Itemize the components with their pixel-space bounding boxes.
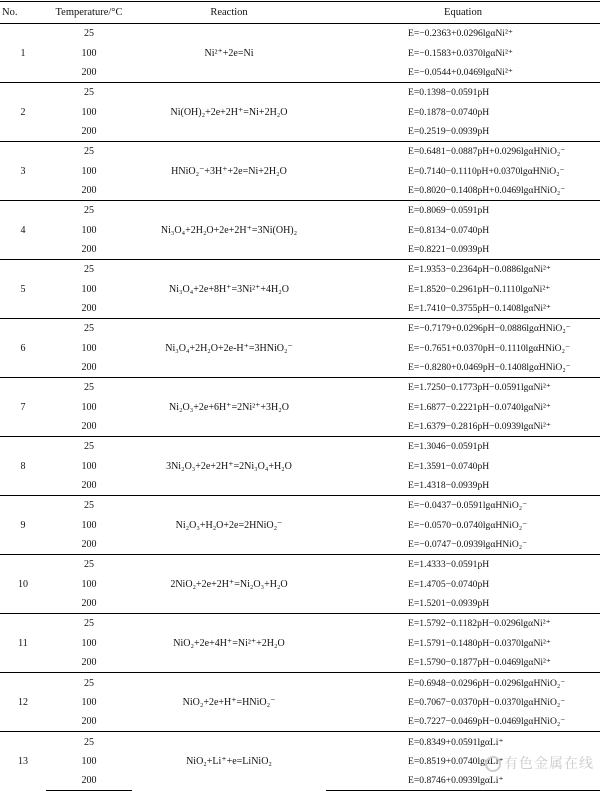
temperature-cell: 100 [81,224,97,236]
table-row [0,83,600,103]
temperature-cell: 100 [81,165,97,177]
equation-cell: E=0.8134−0.0740pH [408,224,490,236]
temperature-cell: 100 [81,578,97,590]
reaction-cell: Ni²⁺+2e=Ni [132,24,326,83]
equation-cell: E=−0.7651+0.0370pH−0.1110lgαHNiO₂⁻ [408,342,571,354]
equation-cell: E=−0.8280+0.0469pH−0.1408lgαHNiO₂⁻ [408,362,571,374]
temperature-cell: 25 [46,24,132,44]
table-row [0,142,600,162]
equation-cell: E=−0.0437−0.0591lgαHNiO₂⁻ [326,496,600,516]
header-row [0,2,600,24]
temperature-cell: 100 [81,637,97,649]
watermark-logo-icon [485,756,501,772]
header-equation: Equation [326,2,600,24]
temperature-cell: 25 [46,732,132,752]
temperature-cell: 100 [81,106,97,118]
equation-cell: E=1.5791−0.1480pH−0.0370lgαNi²⁺ [408,637,551,649]
equation-cell: E=1.3046−0.0591pH [326,437,600,457]
table-row [0,496,600,516]
row-number: 12 [0,673,46,732]
reaction-cell: Ni(OH)₂+2e+2H⁺=Ni+2H₂O [132,83,326,142]
equation-cell: E=0.7227−0.0469pH−0.0469lgαHNiO₂⁻ [408,716,566,728]
row-number: 8 [0,437,46,496]
temperature-cell: 200 [81,716,97,728]
row-number: 4 [0,201,46,260]
row-number: 10 [0,555,46,614]
row-number: 6 [0,319,46,378]
temperature-cell: 25 [46,673,132,693]
temperature-cell: 100 [81,47,97,59]
row-number: 2 [0,83,46,142]
equation-cell: E=1.3591−0.0740pH [408,460,490,472]
table-row [0,732,600,752]
reaction-cell: Ni₃O₄+2H₂O+2e-H⁺=3HNiO₂⁻ [132,319,326,378]
temperature-cell: 100 [81,401,97,413]
temperature-cell: 200 [81,598,97,610]
row-number: 13 [0,732,46,791]
equation-cell: E=1.5790−0.1877pH−0.0469lgαNi²⁺ [408,657,551,669]
equation-cell: E=0.1398−0.0591pH [326,83,600,103]
reaction-cell: NiO₂+2e+4H⁺=Ni²⁺+2H₂O [132,614,326,673]
temperature-cell: 25 [46,142,132,162]
temperature-cell: 25 [46,319,132,339]
equation-cell: E=−0.1583+0.0370lgαNi²⁺ [408,47,513,59]
watermark-text: 有色金属在线 [504,756,594,772]
equation-cell: E=1.7250−0.1773pH−0.0591lgαNi²⁺ [326,378,600,398]
row-number: 3 [0,142,46,201]
temperature-cell: 200 [81,421,97,433]
equation-cell: E=0.8519+0.0740lgαLi⁺ [408,755,504,767]
table-row [0,437,600,457]
table-row [0,614,600,634]
equation-cell: E=0.7140−0.1110pH+0.0370lgαHNiO₂⁻ [408,165,565,177]
temperature-cell: 200 [81,480,97,492]
equations-table [0,1,600,791]
equation-cell: E=1.6877−0.2221pH−0.0740lgαNi²⁺ [408,401,551,413]
equation-cell: E=−0.0570−0.0740lgαHNiO₂⁻ [408,519,528,531]
reaction-cell: Ni₂O₃+H₂O+2e=2HNiO₂⁻ [132,496,326,555]
temperature-cell: 100 [81,696,97,708]
equation-cell: E=1.6379−0.2816pH−0.0939lgαNi²⁺ [408,421,551,433]
temperature-cell: 200 [46,771,132,791]
equation-cell: E=0.8746+0.0939lgαLi⁺ [326,771,600,791]
temperature-cell: 100 [81,460,97,472]
reaction-cell: 3Ni₂O₃+2e+2H⁺=2Ni₃O₄+H₂O [132,437,326,496]
temperature-cell: 200 [81,125,97,137]
temperature-cell: 25 [46,496,132,516]
temperature-cell: 200 [81,302,97,314]
equation-cell: E=−0.2363+0.0296lgαNi²⁺ [326,24,600,44]
equation-cell: E=1.4333−0.0591pH [326,555,600,575]
temperature-cell: 25 [46,378,132,398]
temperature-cell: 200 [81,539,97,551]
temperature-cell: 25 [46,201,132,221]
row-number: 1 [0,24,46,83]
equation-cell: E=1.8520−0.2961pH−0.1110lgαNi²⁺ [408,283,551,295]
equation-cell: E=0.8349+0.0591lgαLi⁺ [326,732,600,752]
header-no: No. [0,2,46,24]
reaction-cell: NiO₂+Li⁺+e=LiNiO₂ [132,732,326,791]
equation-cell: E=0.8221−0.0939pH [408,243,490,255]
equation-cell: E=1.9353−0.2364pH−0.0886lgαNi²⁺ [326,260,600,280]
equation-cell: E=1.7410−0.3755pH−0.1408lgαNi²⁺ [408,302,551,314]
header-temperature: Temperature/°C [46,2,132,24]
temperature-cell: 100 [81,519,97,531]
equation-cell: E=0.8020−0.1408pH+0.0469lgαHNiO₂⁻ [408,184,566,196]
table-body [0,24,600,791]
equation-cell: E=−0.7179+0.0296pH−0.0886lgαHNiO₂⁻ [326,319,600,339]
equation-cell: E=0.7067−0.0370pH−0.0370lgαHNiO₂⁻ [408,696,566,708]
equation-cell: E=−0.0544+0.0469lgαNi²⁺ [408,66,513,78]
table-row [0,378,600,398]
temperature-cell: 25 [46,260,132,280]
header-reaction: Reaction [132,2,326,24]
equation-cell: E=−0.0747−0.0939lgαHNiO₂⁻ [408,539,528,551]
equation-cell: E=0.6481−0.0887pH+0.0296lgαHNiO₂⁻ [326,142,600,162]
row-number: 11 [0,614,46,673]
table-row [0,201,600,221]
reaction-cell: HNiO₂⁻+3H⁺+2e=Ni+2H₂O [132,142,326,201]
row-number: 9 [0,496,46,555]
row-number: 7 [0,378,46,437]
equation-cell: E=1.5792−0.1182pH−0.0296lgαNi²⁺ [326,614,600,634]
temperature-cell: 25 [46,555,132,575]
table-row [0,555,600,575]
reaction-cell: Ni₃O₄+2H₂O+2e+2H⁺=3Ni(OH)₂ [132,201,326,260]
table-row [0,260,600,280]
temperature-cell: 100 [81,755,97,767]
table-row [0,319,600,339]
temperature-cell: 25 [46,437,132,457]
temperature-cell: 200 [81,362,97,374]
reaction-cell: NiO₂+2e+H⁺=HNiO₂⁻ [132,673,326,732]
equation-cell: E=0.6948−0.0296pH−0.0296lgαHNiO₂⁻ [326,673,600,693]
equation-cell: E=0.8069−0.0591pH [326,201,600,221]
reaction-cell: Ni₂O₃+2e+6H⁺=2Ni²⁺+3H₂O [132,378,326,437]
temperature-cell: 200 [81,184,97,196]
equation-cell: E=0.1878−0.0740pH [408,106,490,118]
temperature-cell: 200 [81,657,97,669]
temperature-cell: 100 [81,342,97,354]
watermark [485,753,594,773]
temperature-cell: 25 [46,614,132,634]
table-row [0,673,600,693]
temperature-cell: 25 [46,83,132,103]
temperature-cell: 200 [81,243,97,255]
table-row [0,24,600,44]
temperature-cell: 100 [81,283,97,295]
equation-cell: E=1.5201−0.0939pH [408,598,490,610]
reaction-cell: Ni₃O₄+2e+8H⁺=3Ni²⁺+4H₂O [132,260,326,319]
equation-cell: E=0.2519−0.0939pH [408,125,490,137]
row-number: 5 [0,260,46,319]
equation-cell: E=1.4318−0.0939pH [408,480,490,492]
reaction-cell: 2NiO₂+2e+2H⁺=Ni₂O₃+H₂O [132,555,326,614]
equation-cell: E=1.4705−0.0740pH [408,578,490,590]
temperature-cell: 200 [81,66,97,78]
